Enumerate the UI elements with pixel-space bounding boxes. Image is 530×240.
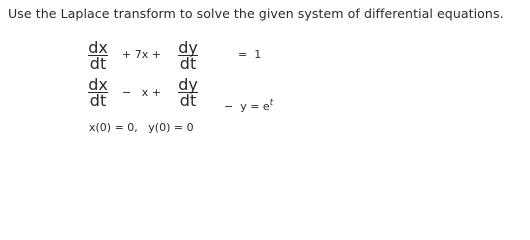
equation-2-rhs <box>210 86 273 129</box>
term-plus-7x: + 7x + <box>122 48 161 61</box>
numerator: dx <box>88 38 108 57</box>
denominator: dt <box>179 91 197 110</box>
minus-y-equals-e: − y = e <box>224 100 270 113</box>
denominator: dt <box>89 91 107 110</box>
numerator: dx <box>88 75 108 94</box>
denominator: dt <box>179 54 197 73</box>
initial-condition-y: y(0) = 0 <box>148 121 194 134</box>
fraction-dy-dt <box>177 38 199 73</box>
initial-conditions <box>89 121 194 134</box>
fraction-dx-dt <box>87 75 109 110</box>
numerator: dy <box>178 38 198 57</box>
equation-1-rhs: = 1 <box>238 48 262 61</box>
fraction-dy-dt <box>177 75 199 110</box>
numerator: dy <box>178 75 198 94</box>
exponent-t: t <box>269 98 274 108</box>
initial-condition-x: x(0) = 0, <box>89 121 138 134</box>
problem-instruction: Use the Laplace transform to solve the given system of differential equations. <box>8 6 504 21</box>
fraction-dx-dt <box>87 38 109 73</box>
denominator: dt <box>89 54 107 73</box>
term-minus-x-plus: − x + <box>122 86 161 99</box>
